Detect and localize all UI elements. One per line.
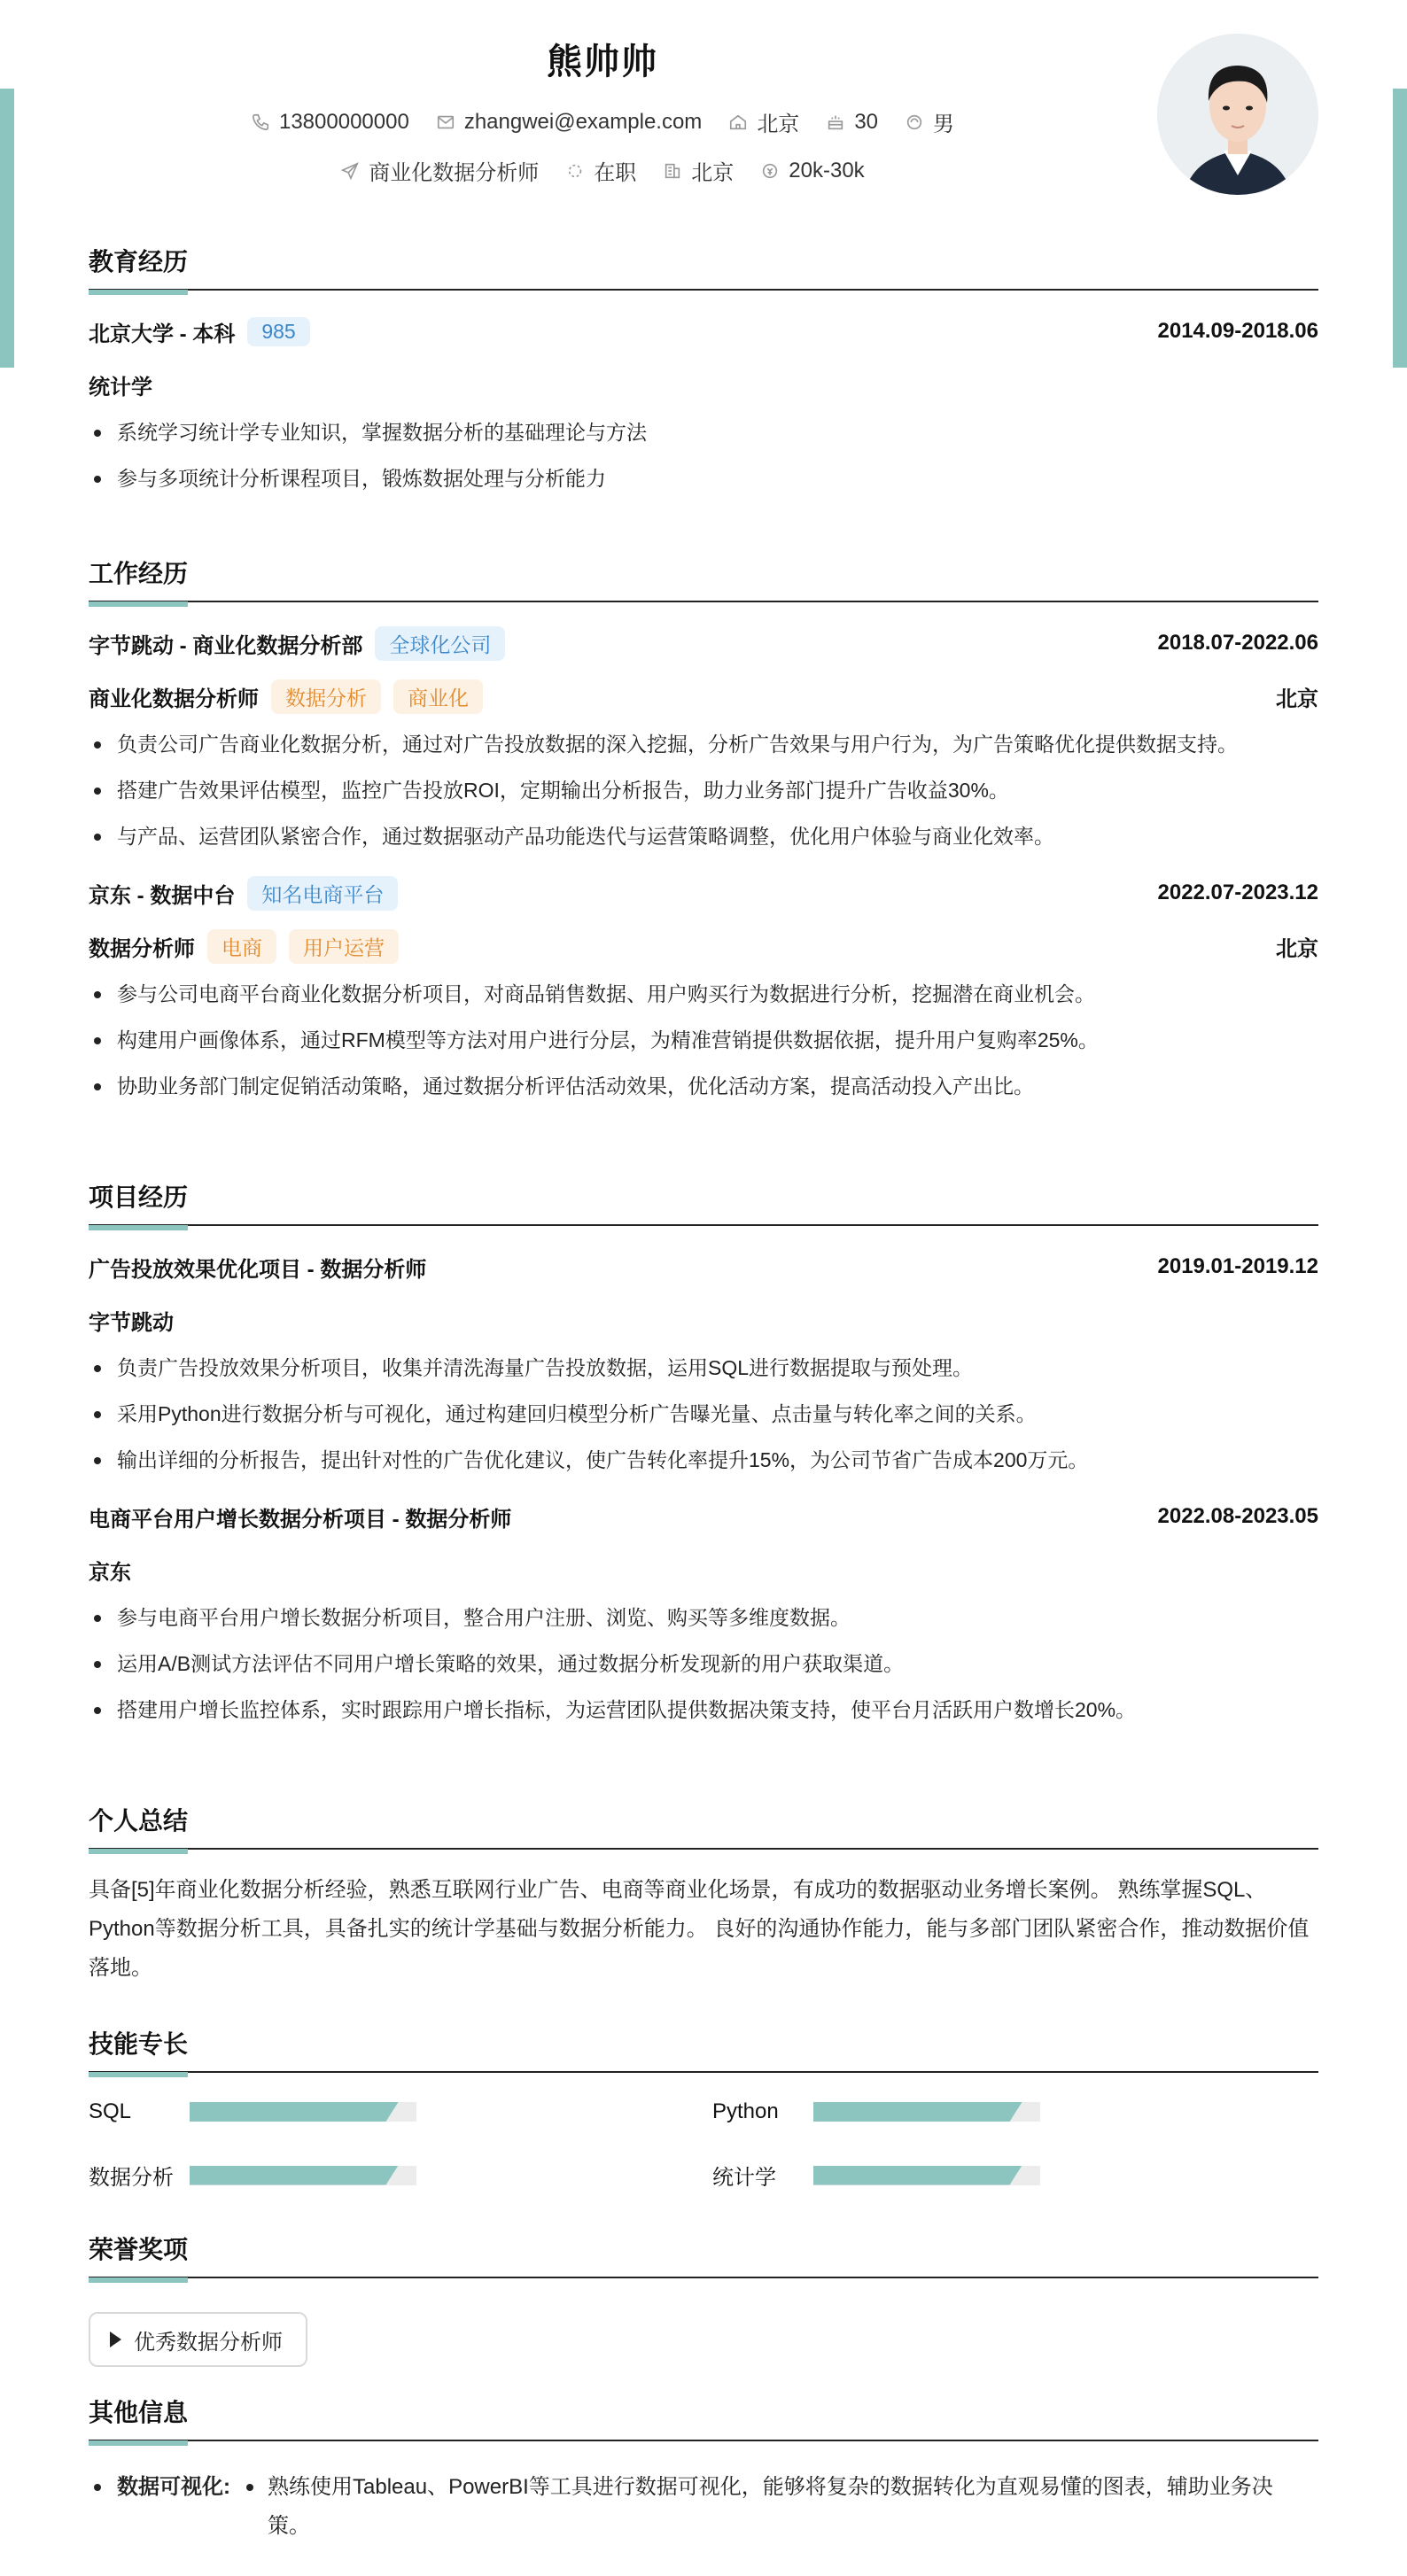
- list-item: 参与电商平台用户增长数据分析项目，整合用户注册、浏览、购买等多维度数据。: [89, 1594, 1318, 1641]
- position-text: 商业化数据分析师: [369, 161, 540, 185]
- job-date: 2018.07-2022.06: [1157, 631, 1318, 655]
- home-icon: [728, 113, 748, 132]
- company-tag: 全球化公司: [375, 626, 505, 661]
- section-title: 其他信息: [89, 2399, 189, 2426]
- other-label: 数据可视化:: [89, 2468, 230, 2507]
- gender-item: [905, 106, 954, 137]
- education-row: [89, 314, 1318, 349]
- phone-item: [251, 110, 409, 135]
- salary-text: 20k-30k: [789, 158, 865, 182]
- project-name: 电商平台用户增长数据分析项目 - 数据分析师: [89, 1507, 512, 1532]
- mail-icon: [436, 113, 455, 132]
- education-section: [89, 243, 1318, 501]
- section-accent: [89, 2277, 188, 2283]
- other-text: 熟练使用Tableau、PowerBI等工具进行数据可视化，能够将复杂的数据转化为直观易懂的图表，辅助业务决策。: [243, 2468, 1287, 2546]
- section-title: 个人总结: [89, 1807, 189, 1835]
- cake-icon: [826, 113, 845, 132]
- other-header: [89, 2394, 1318, 2441]
- job-company-row: [89, 875, 1318, 911]
- role-tag: 数据分析: [271, 679, 381, 714]
- skills-header: [89, 2025, 1318, 2073]
- project-bullets: [89, 1345, 1318, 1483]
- other-item: [89, 2468, 1318, 2546]
- section-title: 项目经历: [89, 1183, 189, 1211]
- job-entry: [89, 875, 1318, 1109]
- list-item: 系统学习统计学专业知识，掌握数据分析的基础理论与方法: [89, 409, 1318, 455]
- resume-header: [0, 0, 1407, 204]
- skill-item: [712, 2160, 1040, 2191]
- list-item: 负责广告投放效果分析项目，收集并清洗海量广告投放数据，运用SQL进行数据提取与预处理。: [89, 1345, 1318, 1391]
- major-row: [89, 367, 1318, 402]
- send-icon: [340, 161, 360, 181]
- phone-icon: [251, 113, 270, 132]
- skills-section: [89, 2025, 1318, 2232]
- status-text: 在职: [594, 161, 637, 185]
- email-text: zhangwei@example.com: [463, 109, 703, 134]
- projects-header: [89, 1178, 1318, 1226]
- honors-section: [89, 2231, 1318, 2367]
- age-text: 30: [854, 109, 879, 134]
- gender-text: 男: [933, 113, 955, 136]
- role-name: 商业化数据分析师: [89, 687, 259, 711]
- job-date: 2022.07-2023.12: [1157, 881, 1318, 904]
- job-company-row: [89, 625, 1318, 661]
- education-bullets: [89, 409, 1318, 501]
- role-name: 数据分析师: [89, 936, 195, 961]
- section-accent: [89, 290, 188, 295]
- job-bullets: [89, 721, 1318, 859]
- list-item: 构建用户画像体系，通过RFM模型等方法对用户进行分层，为精准营销提供数据依据，提升用户复购率25%。: [89, 1017, 1318, 1063]
- job-entry: [89, 625, 1318, 859]
- company-name: 京东 - 数据中台: [89, 883, 236, 908]
- section-title: 荣誉奖项: [89, 2236, 189, 2263]
- award-name: 优秀数据分析师: [134, 2330, 283, 2355]
- education-date: 2014.09-2018.06: [1157, 319, 1318, 343]
- salary-item: [760, 159, 864, 183]
- summary-section: [89, 1802, 1318, 1988]
- project-name: 广告投放效果优化项目 - 数据分析师: [89, 1257, 427, 1282]
- city-item: [728, 106, 799, 137]
- job-role-row: [89, 679, 1318, 714]
- job-location: 北京: [1276, 687, 1318, 711]
- candidate-name: 熊帅帅: [547, 43, 658, 81]
- list-item: 协助业务部门制定促销活动策略，通过数据分析评估活动效果，优化活动方案，提高活动投入产出比。: [89, 1063, 1318, 1109]
- job-intent-row: [0, 155, 1205, 186]
- project-bullets: [89, 1594, 1318, 1733]
- role-tag: 用户运营: [289, 929, 399, 964]
- skill-name: SQL: [89, 2099, 132, 2123]
- skills-grid: [89, 2099, 1318, 2232]
- work-city-text: 北京: [691, 161, 735, 185]
- school-tag: 985: [247, 317, 309, 346]
- skill-bar: [813, 2166, 1040, 2185]
- skill-name: Python: [712, 2099, 779, 2123]
- role-tag: 电商: [207, 929, 276, 964]
- position-item: [340, 155, 539, 186]
- status-icon: [565, 161, 585, 181]
- skill-bar-fill: [190, 2166, 399, 2185]
- award-item[interactable]: [89, 2312, 307, 2367]
- skill-bar-fill: [190, 2102, 399, 2122]
- project-entry: [89, 1499, 1318, 1733]
- age-item: [826, 110, 878, 135]
- skill-bar: [190, 2102, 416, 2122]
- list-item: 搭建用户增长监控体系，实时跟踪用户增长指标，为运营团队提供数据决策支持，使平台月活跃用户数增长20%。: [89, 1687, 1318, 1733]
- section-title: 教育经历: [89, 248, 189, 275]
- skill-bar-fill: [813, 2166, 1022, 2185]
- city-text: 北京: [757, 113, 800, 136]
- section-accent: [89, 2072, 188, 2077]
- summary-text: 具备[5]年商业化数据分析经验，熟悉互联网行业广告、电商等商业化场景，有成功的数据驱动业务增长案例。 熟练掌握SQL、Python等数据分析工具，具备扎实的统计学基础与数据分析能力。 良好的沟通协作能力，能与多部门团队紧密合作，推动数据价值落地。: [89, 1878, 1310, 1980]
- skill-item: [89, 2160, 416, 2191]
- project-org-row: [89, 1302, 1318, 1338]
- education-header: [89, 243, 1318, 291]
- skill-bar: [813, 2102, 1040, 2122]
- phone-text: 13800000000: [278, 109, 409, 134]
- project-org: 京东: [89, 1560, 131, 1585]
- gender-icon: [905, 113, 924, 132]
- work-city-item: [663, 155, 734, 186]
- work-section: [89, 555, 1318, 1109]
- section-accent: [89, 1849, 188, 1854]
- section-accent: [89, 2440, 188, 2446]
- section-title: 工作经历: [89, 560, 189, 587]
- building-icon: [663, 161, 682, 181]
- project-name-row: [89, 1249, 1318, 1284]
- major-name: 统计学: [89, 375, 152, 400]
- project-date: 2019.01-2019.12: [1157, 1254, 1318, 1278]
- work-header: [89, 555, 1318, 602]
- list-item: 输出详细的分析报告，提出针对性的广告优化建议，使广告转化率提升15%，为公司节省广告成本200万元。: [89, 1437, 1318, 1483]
- section-title: 技能专长: [89, 2030, 189, 2058]
- skill-item: [89, 2099, 416, 2124]
- honors-header: [89, 2231, 1318, 2278]
- project-name-row: [89, 1499, 1318, 1534]
- play-triangle-icon: [110, 2332, 121, 2347]
- avatar-portrait: [1157, 34, 1318, 195]
- job-bullets: [89, 971, 1318, 1109]
- list-item: 采用Python进行数据分析与可视化，通过构建回归模型分析广告曝光量、点击量与转化率之间的关系。: [89, 1391, 1318, 1437]
- avatar: [1157, 34, 1318, 195]
- email-item: [436, 110, 703, 135]
- project-date: 2022.08-2023.05: [1157, 1504, 1318, 1528]
- role-tag: 商业化: [393, 679, 483, 714]
- job-location: 北京: [1276, 936, 1318, 961]
- list-item: 搭建广告效果评估模型，监控广告投放ROI，定期输出分析报告，助力业务部门提升广告收益30%。: [89, 767, 1318, 813]
- list-item: 与产品、运营团队紧密合作，通过数据驱动产品功能迭代与运营策略调整，优化用户体验与商业化效率。: [89, 813, 1318, 859]
- school-name: 北京大学 - 本科: [89, 322, 236, 346]
- summary-header: [89, 1802, 1318, 1850]
- projects-section: [89, 1178, 1318, 1733]
- company-tag: 知名电商平台: [247, 876, 398, 911]
- other-section: [89, 2394, 1318, 2546]
- skill-name: 统计学: [712, 2166, 776, 2190]
- skill-name: 数据分析: [89, 2166, 174, 2190]
- list-item: 参与多项统计分析课程项目，锻炼数据处理与分析能力: [89, 455, 1318, 501]
- job-role-row: [89, 928, 1318, 964]
- skill-bar: [190, 2166, 416, 2185]
- skill-bar-fill: [813, 2102, 1022, 2122]
- project-org: 字节跳动: [89, 1310, 174, 1335]
- list-item: 参与公司电商平台商业化数据分析项目，对商品销售数据、用户购买行为数据进行分析，挖掘潜在商业机会。: [89, 971, 1318, 1017]
- status-item: [565, 155, 636, 186]
- skill-item: [712, 2099, 1040, 2124]
- section-accent: [89, 601, 188, 607]
- contact-row: [0, 106, 1205, 137]
- project-entry: [89, 1249, 1318, 1483]
- project-org-row: [89, 1552, 1318, 1587]
- section-accent: [89, 1225, 188, 1230]
- coin-icon: [760, 161, 780, 181]
- list-item: 负责公司广告商业化数据分析，通过对广告投放数据的深入挖掘，分析广告效果与用户行为，为广告策略优化提供数据支持。: [89, 721, 1318, 767]
- company-name: 字节跳动 - 商业化数据分析部: [89, 633, 363, 658]
- list-item: 运用A/B测试方法评估不同用户增长策略的效果，通过数据分析发现新的用户获取渠道。: [89, 1641, 1318, 1687]
